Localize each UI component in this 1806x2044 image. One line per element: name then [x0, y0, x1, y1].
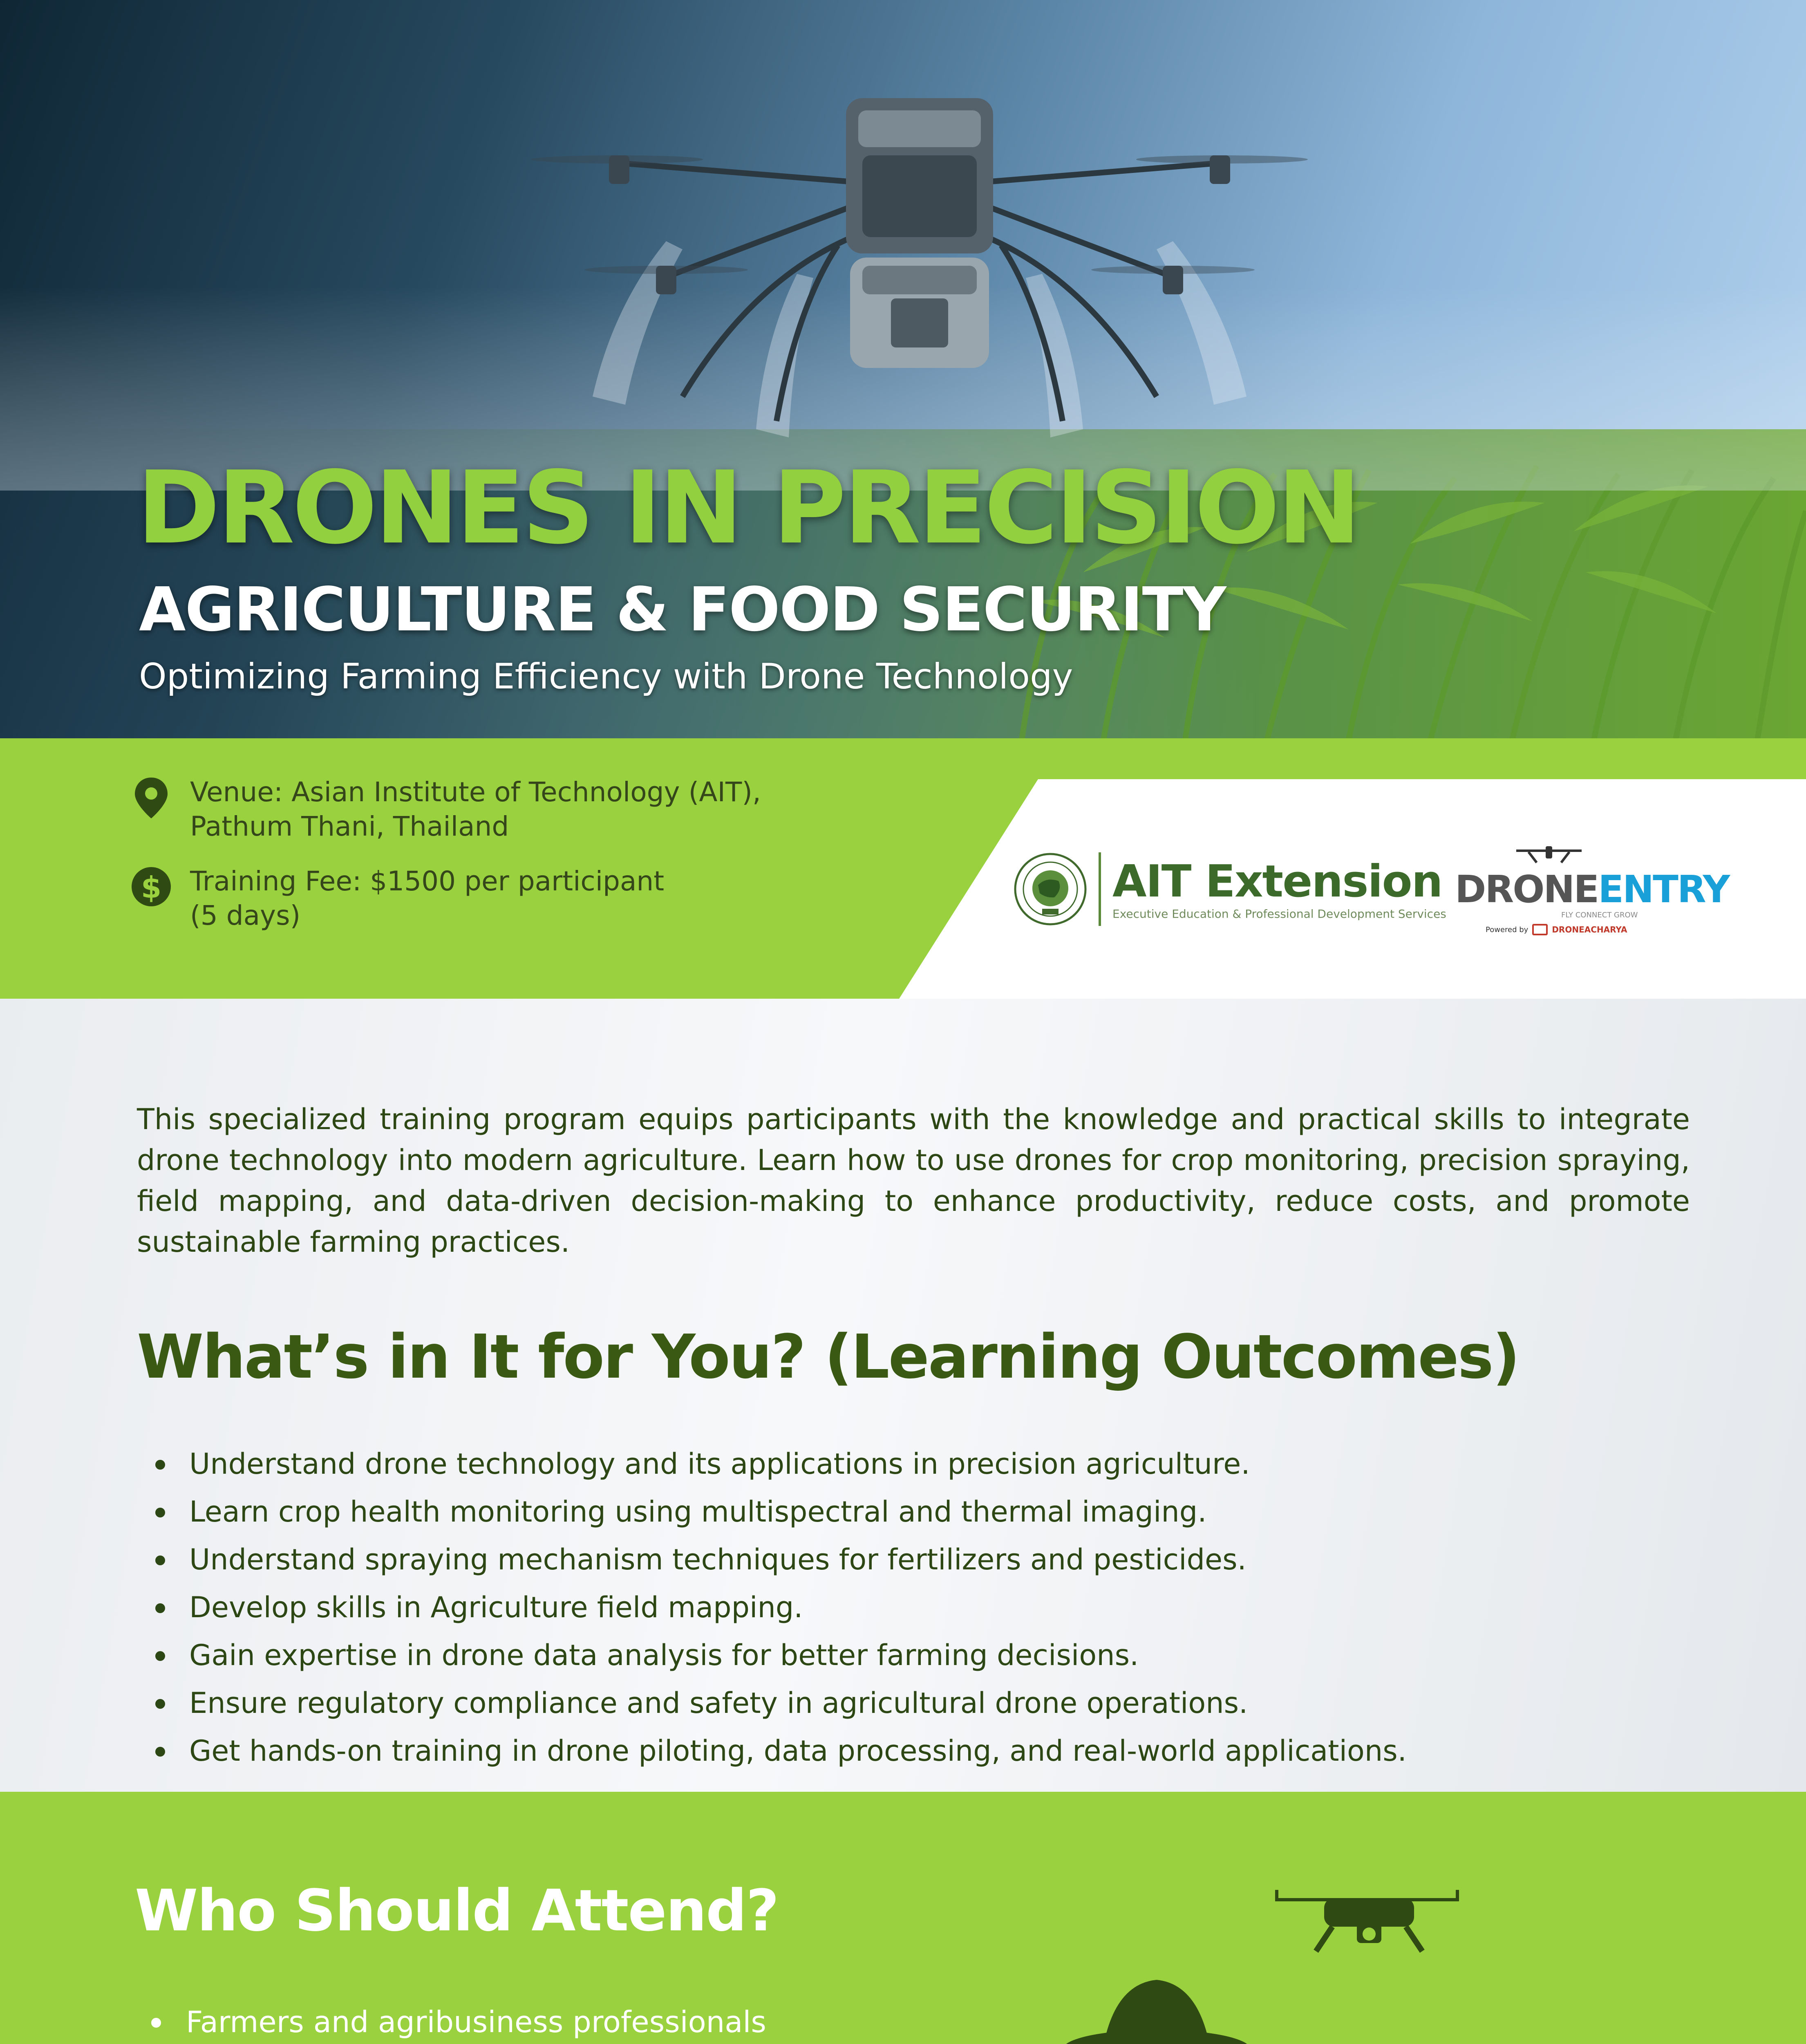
program-description: This specialized training program equips participants with the knowledge and practical skills to integrate drone technology into modern agriculture. Learn how to use drones for crop monitoring, precision spraying, field mapping, and data-driven decision-making to enhance productivity, reduce costs, and promote sustainable farming practices.: [137, 1103, 1690, 1259]
fee-text: [190, 864, 664, 933]
location-pin-icon: [131, 775, 172, 820]
ait-text: [1112, 858, 1446, 921]
outcome-item: Learn crop health monitoring using multispectral and thermal imaging.: [137, 1488, 1407, 1536]
outcome-item: Understand spraying mechanism techniques for fertilizers and pesticides.: [137, 1536, 1407, 1584]
droneentry-part-1: DRONE: [1455, 867, 1598, 911]
droneacharya-name: DRONEACHARYA: [1552, 925, 1627, 935]
outcome-item: Gain expertise in drone data analysis for better farming decisions.: [137, 1632, 1407, 1679]
agricultural-drone-icon: [470, 61, 1451, 450]
drone-icon: [1275, 1890, 1459, 1951]
powered-by-label: Powered by: [1486, 925, 1528, 934]
drone-mark-icon: [1512, 846, 1586, 871]
outcome-item: Ensure regulatory compliance and safety in agricultural drone operations.: [137, 1679, 1407, 1727]
event-tagline: Optimizing Farming Efficiency with Drone Technology: [139, 656, 1073, 697]
venue-text: [190, 775, 761, 844]
hero-banner: [0, 0, 1806, 740]
ait-divider: [1099, 852, 1101, 926]
droneentry-tagline: FLY CONNECT GROW: [1561, 911, 1638, 919]
outcome-item: Understand drone technology and its applications in precision agriculture.: [137, 1440, 1407, 1488]
venue-line-1: Venue: Asian Institute of Technology (AIT),: [190, 776, 761, 808]
ait-tagline: Executive Education & Professional Development Services: [1112, 907, 1446, 921]
ait-seal-icon: [1014, 852, 1087, 926]
learning-outcomes-list: [137, 1440, 1407, 1775]
fee-line-2: (5 days): [190, 900, 301, 931]
dollar-icon: [131, 864, 172, 909]
fee-info: [131, 864, 664, 933]
ait-name: AIT Extension: [1112, 856, 1442, 907]
farmer-with-drone-illustration: [1063, 1882, 1635, 2044]
event-title: DRONES IN PRECISION: [137, 450, 1359, 566]
fee-line-1: Training Fee: $1500 per participant: [190, 865, 665, 897]
outcome-item: Develop skills in Agriculture field mapping.: [137, 1584, 1407, 1632]
learning-outcomes-heading: What’s in It for You? (Learning Outcomes): [137, 1322, 1519, 1392]
event-subtitle: AGRICULTURE & FOOD SECURITY: [139, 574, 1226, 645]
program-overview: [0, 999, 1806, 1792]
venue-line-2: Pathum Thani, Thailand: [190, 811, 509, 842]
droneacharya-mark-icon: [1532, 924, 1548, 935]
venue-info: [131, 775, 761, 844]
attendee-item: Farmers and agribusiness professionals: [135, 1998, 918, 2044]
dollar-symbol: $: [141, 870, 162, 905]
droneentry-wordmark: [1455, 867, 1729, 911]
ait-extension-logo: [1014, 852, 1446, 926]
droneentry-part-2: ENTRY: [1598, 867, 1729, 911]
attend-heading: Who Should Attend?: [135, 1878, 779, 1944]
powered-by: [1486, 924, 1627, 935]
who-should-attend: [0, 1792, 1806, 2044]
outcome-item: Get hands-on training in drone piloting, data processing, and real-world applications.: [137, 1727, 1407, 1775]
attendee-list: [135, 1998, 918, 2044]
